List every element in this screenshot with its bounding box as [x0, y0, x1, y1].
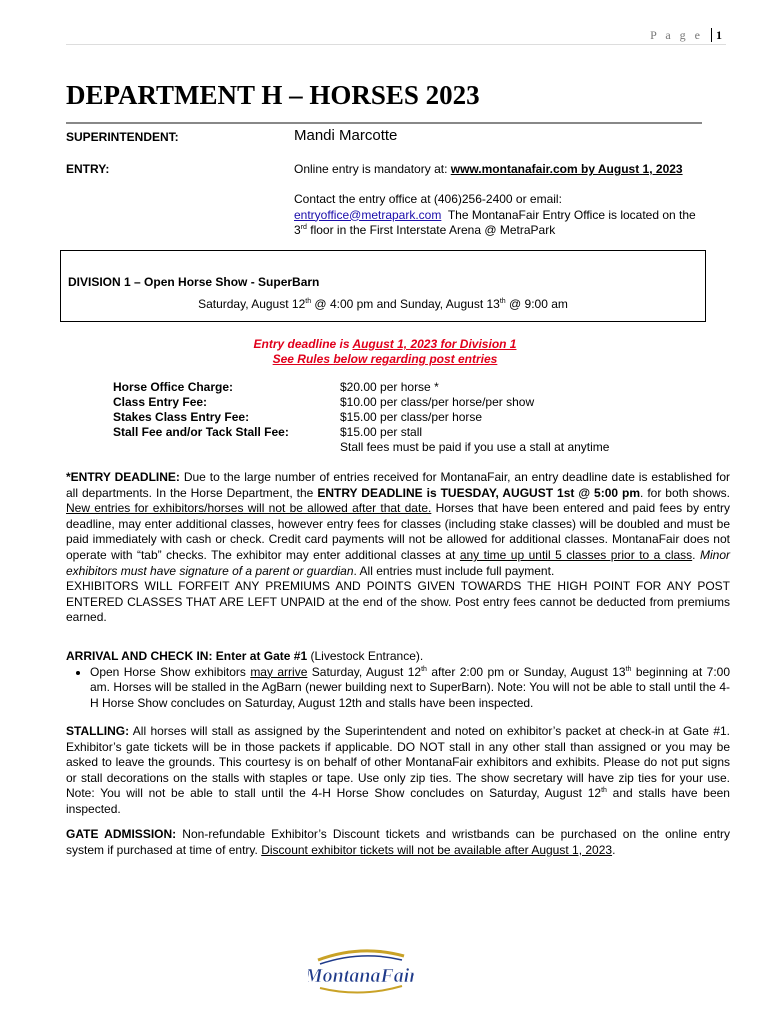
- fee-row: Stakes Class Entry Fee: $15.00 per class/per horse: [113, 410, 483, 424]
- entry-link[interactable]: www.montanafair.com by August 1, 2023: [450, 162, 683, 176]
- division-box: [60, 250, 706, 322]
- division-title: DIVISION 1 – Open Horse Show - SuperBarn: [68, 275, 320, 289]
- entry-text: Online entry is mandatory at: www.montanafair.com by August 1, 2023: [294, 162, 683, 176]
- stalling-section: STALLING: All horses will stall as assigned by the Superintendent and noted on exhibitor’s packet at check-in at Gate #1. Exhibitor’s gate tickets will be in those packets if applicable. DO NOT stall in any other stall than assigned or you may be asked to leave the grounds. This courtesy is on behalf of other MontanaFair exhibitors and exhibits. Please do not put signs or stall decorations on the stalls with staples or tape. Use only zip ties. The show secretary will have zip ties for your use. Note: You will not be able to stall until the 4-H Horse Show concludes on Saturday, August 12th and stalls have been inspected.: [66, 724, 730, 816]
- svg-text:MontanaFair: MontanaFair: [308, 965, 414, 987]
- title-rule: [66, 122, 702, 124]
- fee-row: Stall Fee and/or Tack Stall Fee: $15.00 per stall: [113, 425, 423, 439]
- contact-info: Contact the entry office at (406)256-2400 or email: entryoffice@metrapark.com The MontanaFair Entry Office is located on the 3rd floor in the First Interstate Arena @ MetraPark: [294, 192, 696, 237]
- division-schedule: Saturday, August 12th @ 4:00 pm and Sunday, August 13th @ 9:00 am: [198, 297, 568, 311]
- page-title: DEPARTMENT H – HORSES 2023: [66, 80, 480, 110]
- list-item: • Open Horse Show exhibitors may arrive Saturday, August 12th after 2:00 pm or Sunday, August 13th beginning at 7:00 am. Horses will be stalled in the AgBarn (newer building next to SuperBarn). Note: You will not be able to stall until the 4-H Horse Show concludes on Saturday, August 12th and stalls have been inspected.: [90, 665, 730, 712]
- page-number: P a g e 1: [650, 28, 722, 42]
- superintendent-label: SUPERINTENDENT:: [66, 130, 179, 144]
- deadline-notice: Entry deadline is August 1, 2023 for Division 1 See Rules below regarding post entries: [253, 337, 517, 366]
- gate-admission-section: GATE ADMISSION: Non-refundable Exhibitor’s Discount tickets and wristbands can be purchased on the online entry system if purchased at time of entry. Discount exhibitor tickets will not be available after August 1, 2023.: [66, 827, 730, 857]
- arrival-section: ARRIVAL AND CHECK IN: Enter at Gate #1 (Livestock Entrance). • Open Horse Show exhibitors may arrive Saturday, August 12th after 2:00 pm or Sunday, August 13th beginning at 7:00 am. Horses will be stalled in the AgBarn (newer building next to SuperBarn). Note: You will not be able to stall until the 4-H Horse Show concludes on Saturday, August 12th and stalls have been inspected.: [66, 649, 730, 711]
- fee-row: Class Entry Fee: $10.00 per class/per horse/per show: [113, 395, 535, 409]
- contact-email-link[interactable]: entryoffice@metrapark.com: [294, 207, 442, 222]
- fee-row: Horse Office Charge: $20.00 per horse *: [113, 380, 439, 394]
- superintendent-name: Mandi Marcotte: [294, 127, 398, 144]
- header-rule: [66, 44, 726, 45]
- fees-table: [113, 380, 609, 455]
- entry-label: ENTRY:: [66, 162, 110, 176]
- entry-deadline-section: *ENTRY DEADLINE: Due to the large number of entries received for MontanaFair, an entry deadline date is established for all departments. In the Horse Department, the ENTRY DEADLINE is TUESDAY, AUGUST 1st @ 5:00 pm. for both shows. New entries for exhibitors/horses will not be allowed after that date. Horses that have been entered and paid fees by entry deadline, may enter additional classes, however entry fees for classes (including stake classes) will be doubled and must be paid immediately with cash or check. Credit card payments will not be allowed for additional classes. MontanaFair does not operate with “tab” checks. The exhibitor may enter additional classes at any time up until 5 classes prior to a class. Minor exhibitors must have signature of a parent or guardian. All entries must include full payment. EXHIBITORS WILL FORFEIT ANY PREMIUMS AND POINTS GIVEN TOWARDS THE HIGH POINT FOR ANY POST ENTERED CLASSES THAT ARE LEFT UNPAID at the end of the show. Post entry fees cannot be deducted from premiums earned.: [66, 470, 731, 625]
- montanafair-logo: [308, 942, 414, 1000]
- fee-row: Stall fees must be paid if you use a stall at anytime: [340, 440, 610, 454]
